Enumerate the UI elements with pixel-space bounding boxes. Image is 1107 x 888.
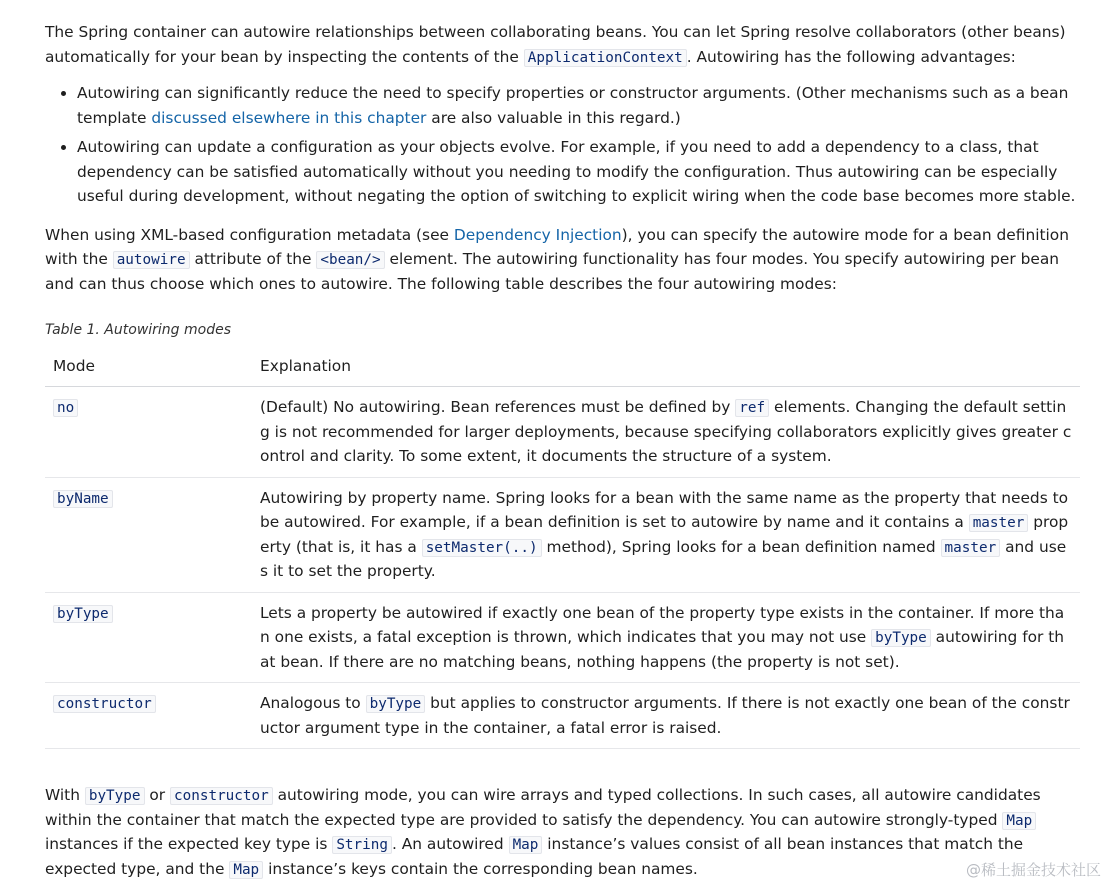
xml-text-4: element. The autowiring functionality has four modes. You specify autowiring per bean and can thus choose which ones to autowire. The following table describes the four autowiring modes: xyxy=(45,250,1060,293)
explanation-cell xyxy=(252,592,1080,683)
inline-code: String xyxy=(332,836,392,854)
closing-text: autowiring mode, you can wire arrays and typed collections. In such cases, all autowire candidates within the container that match the expected type are provided to satisfy the dependency. You can autowire strongly-typed xyxy=(45,786,1041,829)
explanation-text: elements. Changing the default setting is not recommended for larger deployments, because specifying collaborators explicitly gives greater control and clarity. To some extent, it documents the structure of a system. xyxy=(260,398,1072,465)
explanation-text: Autowiring by property name. Spring looks for a bean with the same name as the property that needs to be autowired. For example, if a bean definition is set to autowire by name and it contains a xyxy=(260,488,1069,531)
explanation-text: autowiring for that bean. If there are no matching beans, nothing happens (the property is not set). xyxy=(260,628,1065,671)
watermark: @稀土掘金技术社区 xyxy=(965,860,1101,879)
intro-text-2: . Autowiring has the following advantages: xyxy=(686,47,1016,66)
intro-paragraph xyxy=(45,20,1080,69)
inline-code: byType xyxy=(871,629,931,647)
bullet1-text-1: Autowiring can significantly reduce the need to specify properties or constructor arguments. (Other mechanisms such as a bean template xyxy=(77,84,1069,127)
explanation-text: property (that is, it has a xyxy=(260,513,1069,556)
xml-text-1: When using XML-based configuration metadata (see xyxy=(45,225,454,244)
mode-code: byName xyxy=(53,490,113,508)
table-row xyxy=(45,592,1080,683)
inline-code: Map xyxy=(1002,812,1036,830)
explanation-text: (Default) No autowiring. Bean references must be defined by xyxy=(260,398,736,416)
explanation-text: Analogous to xyxy=(260,694,366,712)
table-row xyxy=(45,477,1080,592)
bullet2-text: Autowiring can update a configuration as your objects evolve. For example, if you need to add a dependency to a class, that dependency can be satisfied automatically without you needing to modify the configuration. Thus autowiring can be especially useful during development, without negating the option of switching to explicit wiring when the code base becomes more stable. xyxy=(77,138,1076,205)
inline-code: master xyxy=(941,539,1001,557)
inline-code: byType xyxy=(85,787,145,805)
mode-cell xyxy=(45,477,252,592)
autowiring-modes-table xyxy=(45,348,1080,749)
header-mode: Mode xyxy=(45,348,252,387)
explanation-text: Lets a property be autowired if exactly one bean of the property type exists in the container. If more than one exists, a fatal exception is thrown, which indicates that you may not use xyxy=(260,603,1065,646)
closing-text: With xyxy=(45,786,85,804)
explanation-cell xyxy=(252,387,1080,478)
advantages-list xyxy=(45,81,1080,209)
inline-code: setMaster(..) xyxy=(422,539,542,557)
closing-text: . An autowired xyxy=(391,835,509,853)
code-applicationcontext: ApplicationContext xyxy=(524,49,687,67)
explanation-cell xyxy=(252,477,1080,592)
inline-code: ref xyxy=(735,399,769,417)
explanation-text: method), Spring looks for a bean definition named xyxy=(541,537,941,556)
explanation-cell xyxy=(252,683,1080,749)
mode-code: byType xyxy=(53,605,113,623)
mode-cell xyxy=(45,387,252,478)
closing-text: instance’s keys contain the corresponding bean names. xyxy=(263,859,698,878)
closing-text: or xyxy=(144,786,171,804)
inline-code: Map xyxy=(229,861,263,879)
explanation-text: but applies to constructor arguments. If there is not exactly one bean of the constructor argument type in the container, a fatal error is raised. xyxy=(260,694,1070,737)
xml-text-2: ), you can specify the autowire mode for a bean definition with the xyxy=(45,225,1069,268)
xml-text-3: attribute of the xyxy=(189,250,317,268)
intro-text-1: The Spring container can autowire relationships between collaborating beans. You can let Spring resolve collaborators (other beans) automatically for your bean by inspecting the contents of the xyxy=(45,23,1066,66)
table-row xyxy=(45,683,1080,749)
list-item xyxy=(77,135,1080,209)
inline-code: byType xyxy=(366,695,426,713)
dependency-injection-link[interactable]: Dependency Injection xyxy=(453,225,622,244)
inline-code: master xyxy=(969,514,1029,532)
xml-config-paragraph xyxy=(45,223,1080,297)
mode-cell xyxy=(45,683,252,749)
header-explanation: Explanation xyxy=(252,348,1080,387)
inline-code: Map xyxy=(509,836,543,854)
code-bean-element: <bean/> xyxy=(316,251,384,269)
code-autowire: autowire xyxy=(113,251,190,269)
table-row xyxy=(45,387,1080,478)
table-caption: Table 1. Autowiring modes xyxy=(45,322,232,338)
document-body xyxy=(45,20,1080,881)
explanation-text: and uses it to set the property. xyxy=(260,537,1067,580)
inline-code: constructor xyxy=(170,787,273,805)
closing-text: instances if the expected key type is xyxy=(45,835,333,853)
discussed-elsewhere-link[interactable]: discussed elsewhere in this chapter xyxy=(151,108,427,127)
mode-code: constructor xyxy=(53,695,156,713)
mode-cell xyxy=(45,592,252,683)
mode-code: no xyxy=(53,399,78,417)
closing-text: instance’s values consist of all bean instances that match the expected type, and the xyxy=(45,835,1024,878)
collections-paragraph xyxy=(45,783,1080,881)
table-header-row xyxy=(45,348,1080,387)
list-item xyxy=(77,81,1080,130)
bullet1-text-2: are also valuable in this regard.) xyxy=(426,108,681,127)
